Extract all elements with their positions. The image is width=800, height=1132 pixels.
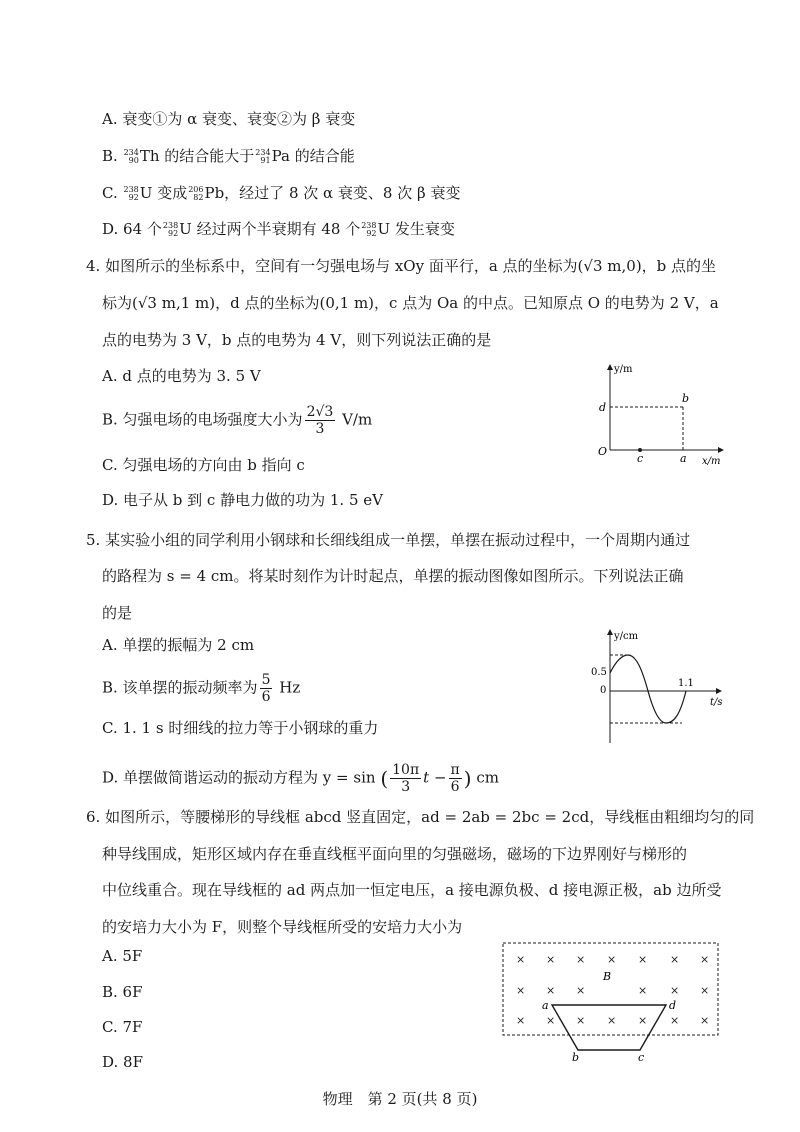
q6-stem-line2: 种导线围成，矩形区域内存在垂直线框平面向里的匀强磁场，磁场的下边界刚好与梯形的 [102,845,688,863]
field-cross-mark: × [516,953,526,966]
q5-stem-line1: 5. 某实验小组的同学利用小钢球和长细线组成一单摆，单摆在振动过程中，一个周期内通过 [86,531,691,549]
field-cross-mark: × [607,1014,617,1027]
q5-option-d: D. 单摆做简谐运动的振动方程为 y = sin ( $\frac{10\pi}{3}$ t − $\frac{\pi}{6}$ ) cm [102,762,499,795]
q6-option-c: C. 7F [102,1018,143,1036]
q6-option-b: B. 6F [102,983,143,1001]
time-variable: t − [423,768,447,787]
q5-option-a: A. 单摆的振幅为 2 cm [102,636,255,654]
field-cross-mark: × [670,1014,680,1027]
q6-option-a: A. 5F [102,947,143,965]
isotope-th-notation: 234 90 [123,148,139,165]
fraction-denominator: 3 [315,421,325,437]
isotope-u-notation: 238 92 [361,221,377,238]
q3-option-d-prefix: D. 64 个 [102,220,162,238]
field-cross-mark: × [638,1014,648,1027]
field-cross-mark: × [546,953,556,966]
fraction-numerator: 5 [261,672,271,688]
q3-option-a: A. 衰变①为 α 衰变、衰变②为 β 衰变 [102,110,356,128]
q6-option-d: D. 8F [102,1053,143,1071]
zero-label: 0 [600,685,607,696]
q3-option-b-mid: Th 的结合能大于 [139,147,255,165]
field-cross-mark: × [576,953,586,966]
y-axis-label: y/m [614,364,633,375]
isotope-pa-notation: 234 91 [255,148,271,165]
field-cross-mark: × [700,984,710,997]
q5-stem-line2: 的路程为 s = 4 cm。将某时刻作为计时起点，单摆的振动图像如图所示。下列说法正确 [102,567,684,585]
field-cross-mark: × [638,953,648,966]
q5-option-b-prefix: B. 该单摆的振动频率为 [102,678,258,697]
vertex-d-label: d [669,999,677,1012]
vertex-a-label: a [542,999,549,1012]
q4-stem-line3: 点的电势为 3 V，b 点的电势为 4 V，则下列说法正确的是 [102,331,492,349]
fraction-numerator: 2√3 [306,404,334,420]
q3-option-b-prefix: B. [102,147,118,165]
unit: V/m [342,410,373,429]
q6-stem-line1: 6. 如图所示，等腰梯形的导线框 abcd 竖直固定，ad = 2ab = 2bc = 2cd，导线框由粗细均匀的同 [86,808,755,826]
q3-option-c-end: Pb，经过了 8 次 α 衰变、8 次 β 衰变 [204,184,461,202]
q3-option-d-end: U 发生衰变 [377,220,455,238]
field-cross-mark: × [670,953,680,966]
point-c-label: c [637,452,644,465]
isotope-pb-notation: 206 82 [188,185,204,202]
field-cross-mark: × [546,1014,556,1027]
q4-option-c: C. 匀强电场的方向由 b 指向 c [102,456,305,474]
q6-stem-line3: 中位线重合。现在导线框的 ad 两点加一恒定电压，a 接电源负极、d 接电源正极，ab 边所受 [102,881,722,899]
q4-option-b-prefix: B. 匀强电场的电场强度大小为 [102,410,303,429]
field-cross-mark: × [638,984,648,997]
q4-stem-line2: 标为(√3 m,1 m)，d 点的坐标为(0,1 m)，c 点为 Oa 的中点。已知原点 O 的电势为 2 V，a [102,294,719,312]
field-cross-mark: × [576,1014,586,1027]
field-cross-mark: × [670,984,680,997]
field-cross-mark: × [700,953,710,966]
isotope-u-notation: 238 92 [123,185,139,202]
t-axis-label: t/s [710,697,723,708]
field-cross-mark: × [516,1014,526,1027]
q3-option-d [102,219,455,239]
point-b-label: b [682,392,690,405]
vertex-c-label: c [638,1051,645,1064]
y-axis-label: y/cm [614,631,639,642]
q4-option-b [102,404,372,437]
q5-vibration-graph [590,625,730,745]
field-cross-mark: × [607,953,617,966]
q4-option-d: D. 电子从 b 到 c 静电力做的功为 1. 5 eV [102,491,383,509]
origin-label: O [598,445,608,458]
q3-option-c-prefix: C. [102,184,118,202]
q6-trapezoid-field-figure [500,935,730,1065]
q3-option-c-mid: U 变成 [139,184,188,202]
fraction: $\frac{10\pi}{3}$ [392,762,420,795]
isotope-u-notation: 238 92 [162,221,179,238]
field-cross-mark: × [516,984,526,997]
field-cross-mark: × [546,984,556,997]
fraction-denominator: 6 [261,689,271,705]
q3-option-c [102,183,460,203]
q5-option-c: C. 1. 1 s 时细线的拉力等于小钢球的重力 [102,719,379,737]
y-tick-label: 0.5 [591,667,607,678]
unit: cm [476,768,499,787]
q5-option-d-prefix: D. 单摆做简谐运动的振动方程为 y = sin [102,768,376,787]
q5-option-b [102,672,300,705]
q5-stem-line3: 的是 [102,604,133,622]
fraction [260,672,273,705]
q3-option-b [102,146,355,166]
q4-coordinate-figure [590,360,730,470]
point-d-label: d [599,401,607,414]
x-axis-label: x/m [702,456,721,467]
page-footer: 物理 第 2 页(共 8 页) [322,1090,478,1108]
field-cross-mark: × [576,984,586,997]
point-a-label: a [680,452,687,465]
field-cross-mark: × [700,1014,710,1027]
q3-option-d-mid: U 经过两个半衰期有 48 个 [179,220,361,238]
unit: Hz [279,678,301,697]
field-b-label: B [603,970,612,983]
trapezoid-wire-frame [552,1005,666,1050]
t-tick-label: 1.1 [678,678,694,689]
q3-option-b-end: Pa 的结合能 [271,147,355,165]
fraction: $\frac{\pi}{6}$ [450,762,460,795]
sine-curve [610,655,686,723]
q6-stem-line4: 的安培力大小为 F，则整个导线框所受的安培力大小为 [102,918,463,936]
fraction [305,404,336,437]
q4-option-a: A. d 点的电势为 3. 5 V [102,367,261,385]
vertex-b-label: b [572,1051,580,1064]
q4-stem-line1: 4. 如图所示的坐标系中，空间有一匀强电场与 xOy 面平行，a 点的坐标为(√3 m,0)，b 点的坐 [86,257,717,275]
